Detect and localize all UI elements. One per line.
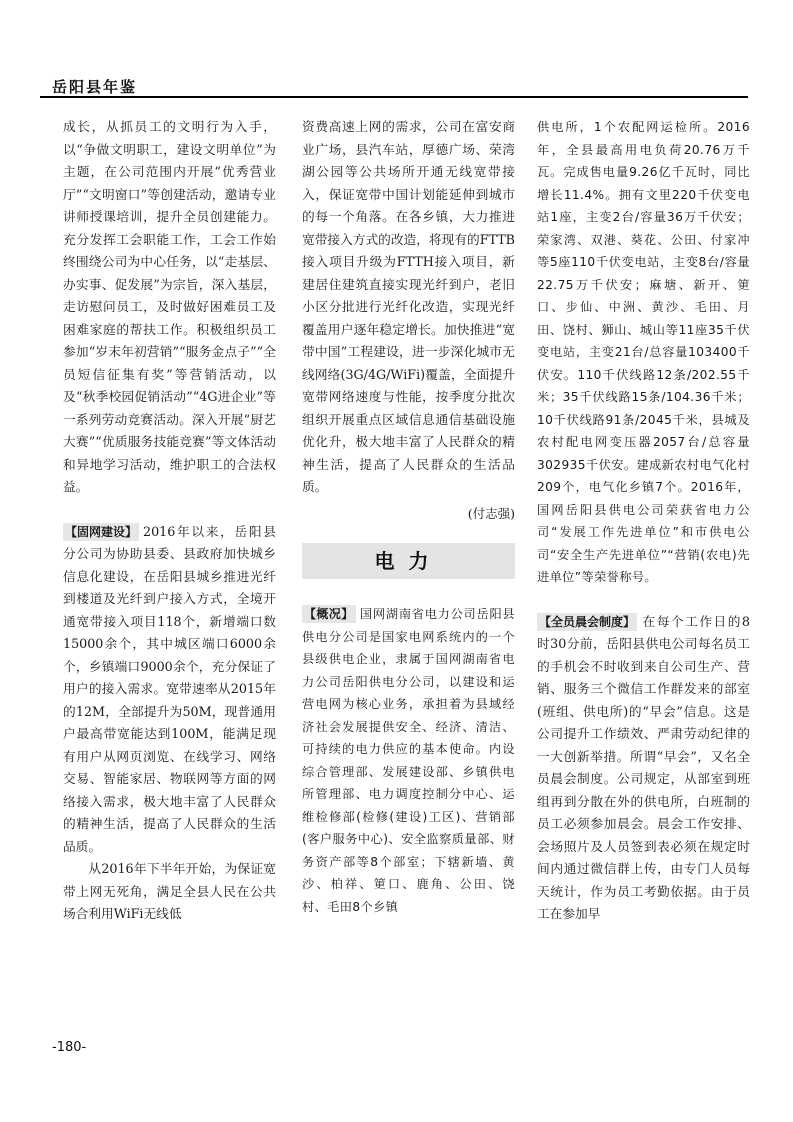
paragraph-staff-culture: 成长，从抓员工的文明行为入手，以“争做文明职工，建设文明单位”为主题，在公司范围内开展“优秀营业厅”“文明窗口”等创建活动，邀请专业讲师授课培训，提升全员创建能力。充分发挥工会职能工作，工会工作始终围绕公司为中心任务，以“走基层、办实事、促发展”为宗旨，深入基层，走访慰问员工，及时做好困难员工及困难家庭的帮扶工作。积极组织员工参加“岁末年初营销”“服务金点子”“全员短信征集有奖”等营销活动，以及“秋季校园促销活动”“4G进企业”等一系列劳动竞赛活动。深入开展“厨艺大赛”“优质服务技能竞赛”等文体活动和异地学习活动，维护职工的合法权益。 — [63, 119, 276, 494]
section-title-electricity: 电力 — [302, 543, 515, 579]
tag-overview: 【概况】 — [304, 607, 354, 621]
paragraph-overview — [302, 603, 515, 918]
column-1 — [63, 116, 276, 926]
author-credit: (付志强) — [467, 505, 515, 521]
page-number: -180- — [52, 1040, 87, 1055]
tag-morning-meeting: 【全员晨会制度】 — [539, 614, 636, 629]
column-2 — [302, 116, 515, 918]
paragraph-wifi-start: 从2016年下半年开始，为保证宽带上网无死角，满足全县人民在公共场合利用WiFi无线低 — [63, 861, 276, 921]
morning-meeting-text: 在每个工作日的8时30分前，岳阳县供电公司每名员工的手机会不时收到来自公司生产、营销、服务三个微信工作群发来的部室(班组、供电所)的“早会”信息。这是公司提升工作绩效、严肃劳动纪律的一大创新举措。所谓“早会”，又名全员晨会制度。公司规定，从部室到班组再到分散在外的供电所，白班制的员工必须参加晨会。晨会工作安排、会场照片及人员签到表必须在规定时间内通过微信群上传，由专门人员每天统计，作为员工考勤依据。由于员工在参加早 — [537, 613, 750, 921]
running-head-title: 岳阳县年鉴 — [52, 78, 138, 96]
fixed-network-text: 2016年以来，岳阳县分公司为协助县委、县政府加快城乡信息化建设，在岳阳县城乡推进光纤到楼道及光纤到户接入方式，全境开通宽带接入项目118个，新增端口数15000余个，其中城区端口6000余个，乡镇端口9000余个，充分保证了用户的接入需求。宽带速率从2015年的12M，全部提升为50M，现普通用户最高带宽能达到100M，能满足现有用户从网页浏览、在线学习、网络交易、智能家居、物联网等方面的网络接入需求，极大地丰富了人民群众的精神生活，提高了人民群众的生活品质。 — [63, 523, 276, 854]
tag-fixed-network: 【固网建设】 — [65, 524, 138, 539]
paragraph-fixed-network — [63, 521, 276, 859]
paragraph-broadband: 资费高速上网的需求，公司在富安商业广场，县汽车站，厚德广场、荣湾湖公园等公共场所开通无线宽带接入，保证宽带中国计划能延伸到城市的每一个角落。在各乡镇，大力推进宽带接入方式的改造，将现有的FTTB接入项目升级为FTTH接入项目，新建居住建筑直接实现光纤到户，老旧小区分批进行光纤化改造，实现光纤覆盖用户逐年稳定增长。加快推进“宽带中国”工程建设，进一步深化城市无线网络(3G/4G/WiFi)覆盖，全面提升宽带网络速度与性能，按季度分批次组织开展重点区域信息通信基础设施优化升，极大地丰富了人民群众的精神生活，提高了人民群众的生活品质。 — [302, 119, 515, 494]
paragraph-power-stats: 供电所，1个农配网运检所。2016年，全县最高用电负荷20.76万千瓦。完成售电量9.26亿千瓦时，同比增长11.4%。拥有文里220千伏变电站1座，主变2台/容量36万千伏安；荣家湾、双港、葵花、公田、付家冲等5座110千伏变电站，主变8台/容量22.75万千伏安；麻塘、新开、筻口、步仙、中洲、黄沙、毛田、月田、饶村、狮山、城山等11座35千伏变电站，主变21台/总容量103400千伏安。110千伏线路12条/202.55千米；35千伏线路15条/104.36千米；10千伏线路91条/2045千米，县城及农村配电网变压器2057台/总容量302935千伏安。建成新农村电气化村209个，电气化乡镇7个。2016年，国网岳阳县供电公司荣获省电力公司“发展工作先进单位”和市供电公司“安全生产先进单位”“营销(农电)先进单位”等荣誉称号。 — [537, 120, 750, 584]
column-3 — [537, 116, 750, 926]
paragraph-morning-meeting — [537, 611, 750, 926]
header-rule — [40, 96, 748, 98]
overview-text: 国网湖南省电力公司岳阳县供电分公司是国家电网系统内的一个县级供电企业，隶属于国网湖南省电力公司岳阳供电分公司，以建设和运营电网为核心业务，承担着为县域经济社会发展提供安全、经济、清洁、可持续的电力供应的基本使命。内设综合管理部、发展建设部、乡镇供电所管理部、电力调度控制分中心、运维检修部(检修(建设)工区)、营销部(客户服务中心)、安全监察质量部、财务资产部等8个部室；下辖新墙、黄沙、柏祥、筻口、鹿角、公田、饶村、毛田8个乡镇 — [302, 607, 515, 914]
